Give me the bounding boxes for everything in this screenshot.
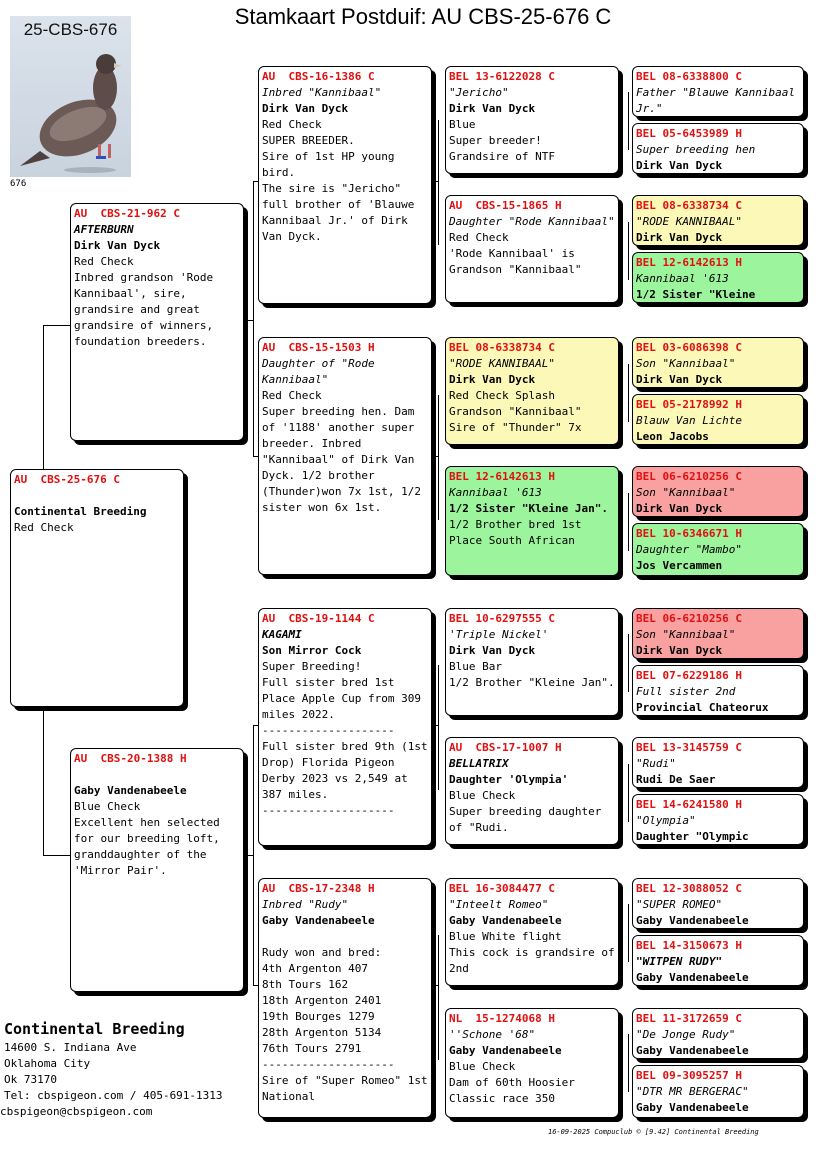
breeder: Dirk Van Dyck [449, 373, 536, 386]
ring-number: AU CBS-15-1503 H [262, 341, 375, 354]
notes: Rudy won and bred: 4th Argenton 407 8th Tours 162 18th Argenton 2401 19th Bourges 1279 28th Argenton 5134 76th Tours 2791 -------------------- Sire of "Super Romeo" 1st National [262, 946, 428, 1103]
ring-number: BEL 05-6453989 H [636, 127, 742, 140]
breeder: Jos Vercammen [636, 559, 723, 572]
color: Blue Bar [449, 660, 502, 673]
pigeon-name: Daughter "Rode Kannibaal" [449, 215, 615, 228]
ring-number: NL 15-1274068 H [449, 1012, 555, 1025]
pedigree-box-gen3[interactable] [445, 878, 619, 986]
breeder: Gaby Vandenabeele [262, 914, 375, 927]
breeder: Gaby Vandenabeele [449, 914, 562, 927]
ring-number: BEL 06-6210256 C [636, 612, 742, 625]
ring-number: BEL 03-6086398 C [636, 341, 742, 354]
notes: 1/2 Brother "Kleine Jan". [449, 676, 615, 689]
color: Blue [449, 118, 476, 131]
pigeon-name: Daughter of "Rode Kannibaal" [262, 357, 375, 386]
ring-number: BEL 06-6210256 C [636, 470, 742, 483]
pigeon-name: Daughter "Mambo" [636, 543, 742, 556]
connector [628, 764, 629, 822]
pedigree-box-gen4[interactable] [632, 252, 804, 303]
pigeon-name: "Rudi" [636, 757, 676, 770]
pigeon-name: Inbred "Kannibaal" [262, 86, 382, 99]
pigeon-name: AFTERBURN [74, 223, 134, 236]
connector [438, 665, 439, 790]
color: Red Check [74, 255, 134, 268]
pigeon-name: "Inteelt Romeo" [449, 898, 549, 911]
color: Super Breeding! [262, 660, 362, 673]
breeder: Gaby Vandenabeele [449, 1044, 562, 1057]
pigeon-name: "DTR MR BERGERAC" [636, 1085, 749, 1098]
breeder: Dirk Van Dyck [262, 102, 349, 115]
ring-number: BEL 07-6229186 H [636, 669, 742, 682]
breeder: Dirk Van Dyck [74, 239, 161, 252]
color: Blue Check [449, 789, 516, 802]
ring-number: BEL 12-6142613 H [449, 470, 555, 483]
ring-number: BEL 08-6338734 C [449, 341, 555, 354]
ring-number: BEL 10-6297555 C [449, 612, 555, 625]
pedigree-box-subject[interactable] [10, 469, 184, 707]
pedigree-box-gen4[interactable] [632, 737, 804, 788]
connector [244, 855, 254, 856]
breeder: Provincial Chateorux [636, 701, 769, 714]
ring-number: BEL 12-6142613 H [636, 256, 742, 269]
breeder: Continental Breeding [14, 505, 147, 518]
connector [628, 364, 629, 422]
breeder: Dirk Van Dyck [636, 644, 723, 657]
pedigree-box-gen3[interactable] [445, 337, 619, 445]
pigeon-name: "WITPEN RUDY" [636, 955, 723, 968]
ring-number: AU CBS-19-1144 C [262, 612, 375, 625]
notes: Super breeder! Grandsire of NTF [449, 134, 555, 163]
pedigree-box-gen3[interactable] [445, 737, 619, 845]
ring-number: AU CBS-20-1388 H [74, 752, 187, 765]
ring-number: AU CBS-17-2348 H [262, 882, 375, 895]
pigeon-image [10, 16, 131, 177]
ring-number: BEL 08-6338800 C [636, 70, 742, 83]
pigeon-name: "SUPER ROMEO" [636, 898, 723, 911]
color: Red Check [262, 389, 322, 402]
pedigree-box-gen4[interactable] [632, 195, 804, 246]
connector [253, 181, 254, 456]
pigeon-name: Son "Kannibaal" [636, 628, 736, 641]
breeder: Gaby Vandenabeele [636, 971, 749, 984]
connector [432, 456, 439, 457]
breeder: Gaby Vandenabeele [74, 784, 187, 797]
breeder: Leon Jacobs [636, 430, 709, 443]
pigeon-name: ''Schone '68" [449, 1028, 536, 1041]
ring-number: BEL 14-6241580 H [636, 798, 742, 811]
print-credit: 16-09-2025 Compuclub © [9.42] Continental Breeding [548, 1128, 759, 1136]
pedigree-box-gen2[interactable] [258, 878, 432, 1118]
ring-number: BEL 16-3084477 C [449, 882, 555, 895]
connector [432, 725, 439, 726]
notes: Super breeding daughter of "Rudi. [449, 805, 602, 834]
contact-line: Tel: cbspigeon.com / 405-691-1313 [4, 1089, 223, 1102]
connector [628, 222, 629, 280]
notes: Full sister bred 1st Place Apple Cup from 309 miles 2022. -------------------- Full sister bred 9th (1st Drop) Florida Pigeon Derby 2023 vs 2,549 at 387 miles. -------------------- [262, 676, 428, 817]
connector [432, 985, 439, 986]
ring-number: BEL 12-3088052 C [636, 882, 742, 895]
breeder: Dirk Van Dyck [636, 502, 723, 515]
ring-number: AU CBS-15-1865 H [449, 199, 562, 212]
pigeon-photo [10, 16, 131, 177]
pigeon-name: Full sister 2nd [636, 685, 736, 698]
pedigree-box-sire[interactable] [70, 203, 244, 441]
photo-caption: 676 [10, 179, 27, 189]
notes: SUPER BREEDER. Sire of 1st HP young bird. The sire is "Jericho" full brother of 'Blauwe Kannibaal Jr.' of Dirk Van Dyck. [262, 134, 415, 243]
pedigree-box-gen4[interactable] [632, 665, 804, 716]
pedigree-box-dam[interactable] [70, 748, 244, 992]
ring-number: BEL 11-3172659 C [636, 1012, 742, 1025]
pedigree-box-gen3[interactable] [445, 66, 619, 174]
notes: 'Rode Kannibaal' is Grandson "Kannibaal" [449, 247, 582, 276]
email-line: cbspigeon@cbspigeon.com [0, 1105, 153, 1118]
color: Blue White flight [449, 930, 562, 943]
pedigree-box-gen4[interactable] [632, 394, 804, 445]
color: Blue Check [74, 800, 141, 813]
connector [628, 92, 629, 150]
notes: Super breeding hen. Dam of '1188' another super breeder. Inbred "Kannibaal" of Dirk Van Dyck. 1/2 brother (Thunder)won 7x 1st, 1/2 sister won 6x 1st. [262, 405, 421, 514]
pigeon-name: Kannibaal '613 [449, 486, 542, 499]
pedigree-box-gen4[interactable] [632, 794, 804, 845]
connector [438, 395, 439, 520]
connector [628, 634, 629, 692]
ring-number: AU CBS-21-962 C [74, 207, 180, 220]
pedigree-box-gen4[interactable] [632, 1008, 804, 1059]
breeder-contact [0, 1018, 223, 1120]
breeder: Gaby Vandenabeele [636, 1044, 749, 1057]
pigeon-name: Blauw Van Lichte [636, 414, 742, 427]
pigeon-name: Super breeding hen [636, 143, 756, 156]
pigeon-name: "RODE KANNIBAAL" [449, 357, 555, 370]
color: Red Check [14, 521, 74, 534]
breeder: Daughter "Olympic [636, 830, 749, 843]
color: Red Check [262, 118, 322, 131]
pigeon-name: "RODE KANNIBAAL" [636, 215, 742, 228]
connector [628, 1034, 629, 1092]
address-line: Oklahoma City [4, 1057, 91, 1070]
photo-label: 25-CBS-676 [23, 20, 118, 39]
ring-number: BEL 13-6122028 C [449, 70, 555, 83]
notes: Grandson "Kannibaal" Sire of "Thunder" 7x [449, 405, 582, 434]
breeder: Dirk Van Dyck [636, 231, 723, 244]
ring-number: BEL 14-3150673 H [636, 939, 742, 952]
breeder: 1/2 Sister "Kleine Jan". [449, 502, 608, 515]
ring-number: BEL 10-6346671 H [636, 527, 742, 540]
pigeon-name: KAGAMI [262, 628, 302, 641]
pedigree-box-gen3[interactable] [445, 608, 619, 716]
notes: 1/2 Brother bred 1st Place South African [449, 518, 582, 547]
color: Blue Check [449, 1060, 516, 1073]
pedigree-box-gen2[interactable] [258, 337, 432, 575]
notes: This cock is grandsire of 2nd [449, 946, 615, 975]
breeder: Dirk Van Dyck [636, 159, 723, 172]
pedigree-box-gen4[interactable] [632, 878, 804, 929]
connector [43, 325, 44, 469]
pedigree-box-gen3[interactable] [445, 1008, 619, 1118]
ring-number: AU CBS-17-1007 H [449, 741, 562, 754]
breeder: Dirk Van Dyck [449, 102, 536, 115]
connector [43, 855, 70, 856]
connector [438, 120, 439, 245]
connector [438, 935, 439, 1060]
connector [628, 904, 629, 962]
pigeon-name: Son "Kannibaal" [636, 357, 736, 370]
notes: Excellent hen selected for our breeding loft, granddaughter of the 'Mirror Pair'. [74, 816, 220, 877]
notes: Inbred grandson 'Rode Kannibaal', sire, grandsire and great grandsire of winners, foundation breeders. [74, 271, 214, 348]
pedigree-box-gen3[interactable] [445, 466, 619, 576]
ring-number: BEL 08-6338734 C [636, 199, 742, 212]
ring-number: BEL 05-2178992 H [636, 398, 742, 411]
address-line: Ok 73170 [4, 1073, 57, 1086]
pedigree-box-gen4[interactable] [632, 66, 804, 117]
pigeon-name: "Olympia" [636, 814, 696, 827]
breeder: Dirk Van Dyck [636, 373, 723, 386]
notes: Dam of 60th Hoosier Classic race 350 [449, 1076, 575, 1105]
pedigree-box-gen4[interactable] [632, 1065, 804, 1118]
breeder-name: Continental Breeding [4, 1020, 185, 1038]
ring-number: BEL 13-3145759 C [636, 741, 742, 754]
pigeon-name: Father "Blauwe Kannibaal Jr." [636, 86, 795, 115]
page-title: Stamkaart Postduif: AU CBS-25-676 C [234, 4, 612, 29]
connector [628, 493, 629, 551]
pedigree-box-gen3[interactable] [445, 195, 619, 303]
pigeon-name: 'Triple Nickel' [449, 628, 549, 641]
pedigree-box-gen4[interactable] [632, 523, 804, 576]
pedigree-box-gen2[interactable] [258, 66, 432, 304]
pigeon-name: BELLATRIX [449, 757, 509, 770]
pigeon-name: Inbred "Rudy" [262, 898, 349, 911]
breeder: Gaby Vandenabeele [636, 914, 749, 927]
connector [244, 320, 254, 321]
breeder: 1/2 Sister "Kleine [636, 288, 756, 301]
breeder: Dirk Van Dyck [449, 644, 536, 657]
connector [43, 710, 44, 855]
pedigree-box-gen4[interactable] [632, 608, 804, 659]
pigeon-name: "De Jonge Rudy" [636, 1028, 736, 1041]
connector [43, 325, 70, 326]
connector [432, 181, 439, 182]
breeder: Gaby Vandenabeele [636, 1101, 749, 1114]
pigeon-name: Son "Kannibaal" [636, 486, 736, 499]
breeder: Son Mirror Cock [262, 644, 362, 657]
pedigree-box-gen4[interactable] [632, 466, 804, 517]
pigeon-name: "Jericho" [449, 86, 509, 99]
pedigree-box-gen4[interactable] [632, 935, 804, 986]
pedigree-box-gen2[interactable] [258, 608, 432, 846]
color: Red Check [449, 231, 509, 244]
pedigree-box-gen4[interactable] [632, 337, 804, 388]
address-line: 14600 S. Indiana Ave [4, 1041, 137, 1054]
pedigree-box-gen4[interactable] [632, 123, 804, 174]
ring-number: BEL 09-3095257 H [636, 1069, 742, 1082]
pigeon-name: Kannibaal '613 [636, 272, 729, 285]
breeder: Daughter 'Olympia' [449, 773, 569, 786]
breeder: Rudi De Saer [636, 773, 716, 786]
ring-number: AU CBS-25-676 C [14, 473, 120, 486]
color: Red Check Splash [449, 389, 555, 402]
ring-number: AU CBS-16-1386 C [262, 70, 375, 83]
